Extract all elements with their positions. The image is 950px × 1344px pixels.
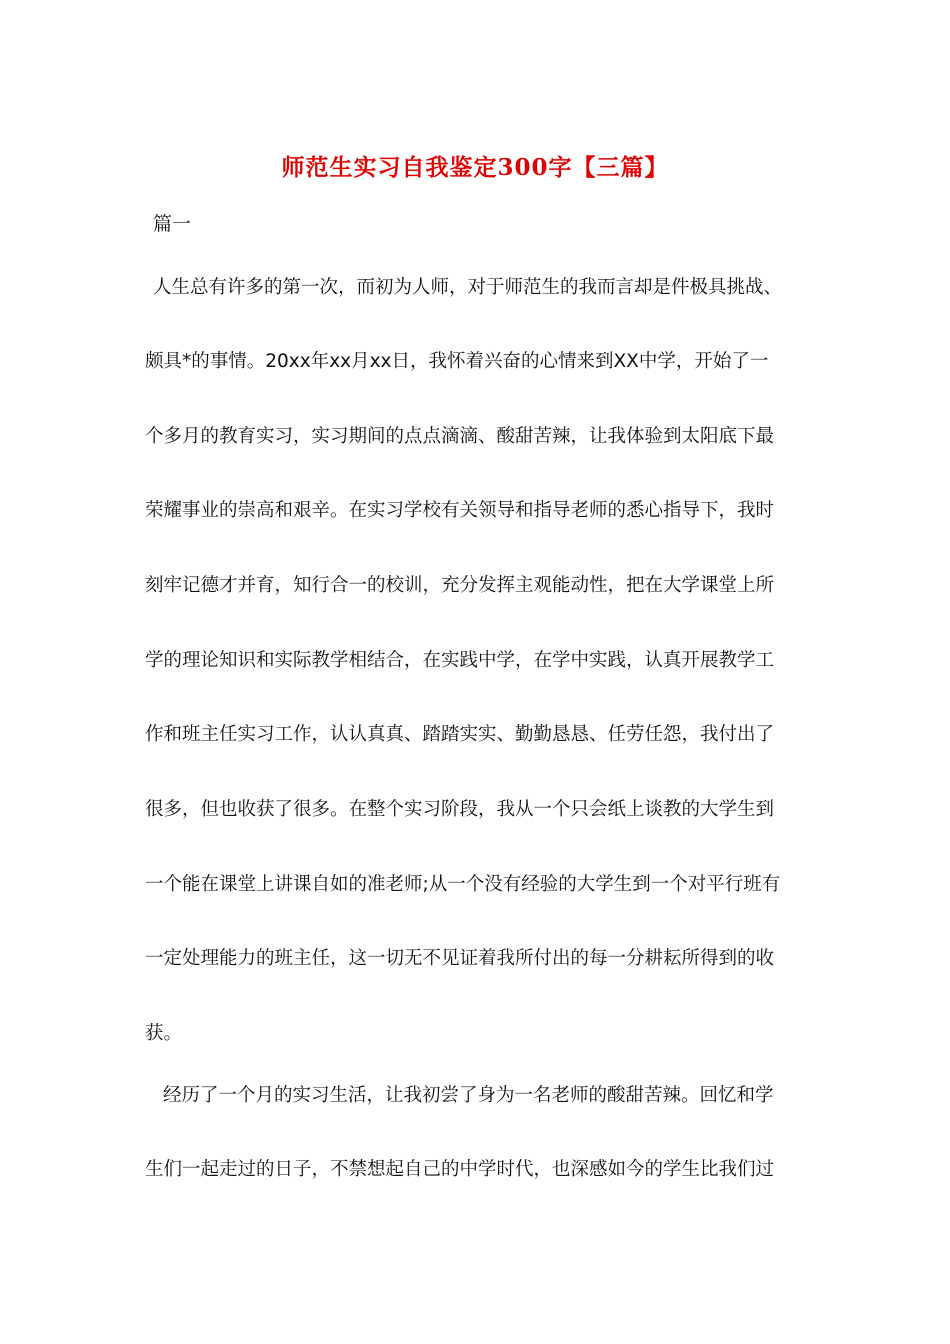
paragraph-line: 刻牢记德才并育，知行合一的校训，充分发挥主观能动性，把在大学课堂上所 <box>145 575 775 596</box>
paragraph-line: 经历了一个月的实习生活，让我初尝了身为一名老师的酸甜苦辣。回忆和学 <box>163 1085 774 1106</box>
paragraph-line: 学的理论知识和实际教学相结合，在实践中学，在学中实践，认真开展教学工 <box>145 650 775 671</box>
paragraph-line: 个多月的教育实习，实习期间的点点滴滴、酸甜苦辣，让我体验到太阳底下最 <box>145 426 775 447</box>
paragraph-line: 一定处理能力的班主任，这一切无不见证着我所付出的每一分耕耘所得到的收 <box>145 948 775 969</box>
paragraph-line: 一个能在课堂上讲课自如的准老师;从一个没有经验的大学生到一个对平行班有 <box>145 874 781 895</box>
paragraph-line: 很多，但也收获了很多。在整个实习阶段，我从一个只会纸上谈教的大学生到 <box>145 799 775 820</box>
section-heading: 篇一 <box>153 213 192 235</box>
paragraph-line: 作和班主任实习工作，认认真真、踏踏实实、勤勤恳恳、任劳任怨，我付出了 <box>145 724 775 745</box>
paragraph-line: 获。 <box>145 1023 183 1044</box>
paragraph-line: 人生总有许多的第一次，而初为人师，对于师范生的我而言却是件极具挑战、 <box>153 277 783 298</box>
paragraph-line: 生们一起走过的日子，不禁想起自己的中学时代，也深感如今的学生比我们过 <box>145 1159 775 1180</box>
paragraph-line: 颇具*的事情。20xx年xx月xx日，我怀着兴奋的心情来到XX中学，开始了一 <box>145 351 769 372</box>
document-title: 师范生实习自我鉴定300字【三篇】 <box>281 154 669 181</box>
paragraph-line: 荣耀事业的崇高和艰辛。在实习学校有关领导和指导老师的悉心指导下，我时 <box>145 500 775 521</box>
